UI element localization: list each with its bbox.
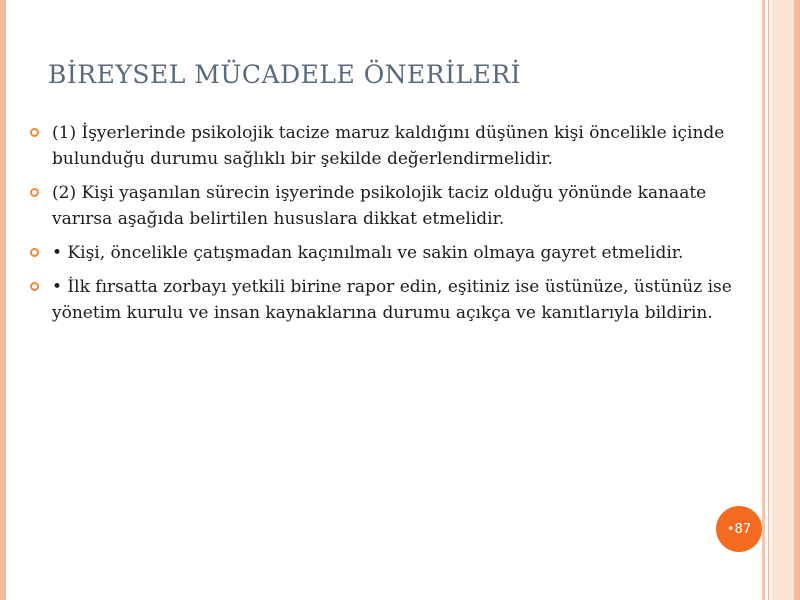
bullet-text: • Kişi, öncelikle çatışmadan kaçınılmalı ve sakin olmaya gayret etmelidir. bbox=[52, 243, 684, 263]
page-number-badge: •87 bbox=[716, 506, 762, 552]
bullet-text: • İlk fırsatta zorbayı yetkili birine rapor edin, eşitiniz ise üstünüze, üstünüz ise yönetim kurulu ve insan kaynaklarına durumu açıkça ve kanıtlarıyla bildirin. bbox=[52, 277, 732, 323]
right-stripe-decoration bbox=[772, 0, 794, 600]
bullet-text: (2) Kişi yaşanılan sürecin işyerinde psikolojik taciz olduğu yönünde kanaate varırsa aşağıda belirtilen hususlara dikkat etmelidir. bbox=[52, 183, 707, 229]
right-stripe-decoration bbox=[768, 0, 769, 600]
right-stripe-decoration bbox=[762, 0, 765, 600]
bullet-item bbox=[30, 274, 760, 326]
bullet-text: (1) İşyerlerinde psikolojik tacize maruz kaldığını düşünen kişi öncelikle içinde bulunduğu durumu sağlıklı bir şekilde değerlendirmelidir. bbox=[52, 123, 725, 169]
bullet-circle-icon bbox=[30, 128, 39, 137]
bullet-item bbox=[30, 120, 760, 172]
bullet-circle-icon bbox=[30, 282, 39, 291]
bullet-list bbox=[30, 120, 760, 334]
bullet-circle-icon bbox=[30, 188, 39, 197]
bullet-item bbox=[30, 180, 760, 232]
left-border-decoration bbox=[0, 0, 6, 600]
bullet-item bbox=[30, 240, 760, 266]
bullet-circle-icon bbox=[30, 248, 39, 257]
slide-title: BİREYSEL MÜCADELE ÖNERİLERİ bbox=[48, 60, 522, 89]
right-stripe-decoration bbox=[794, 0, 800, 600]
